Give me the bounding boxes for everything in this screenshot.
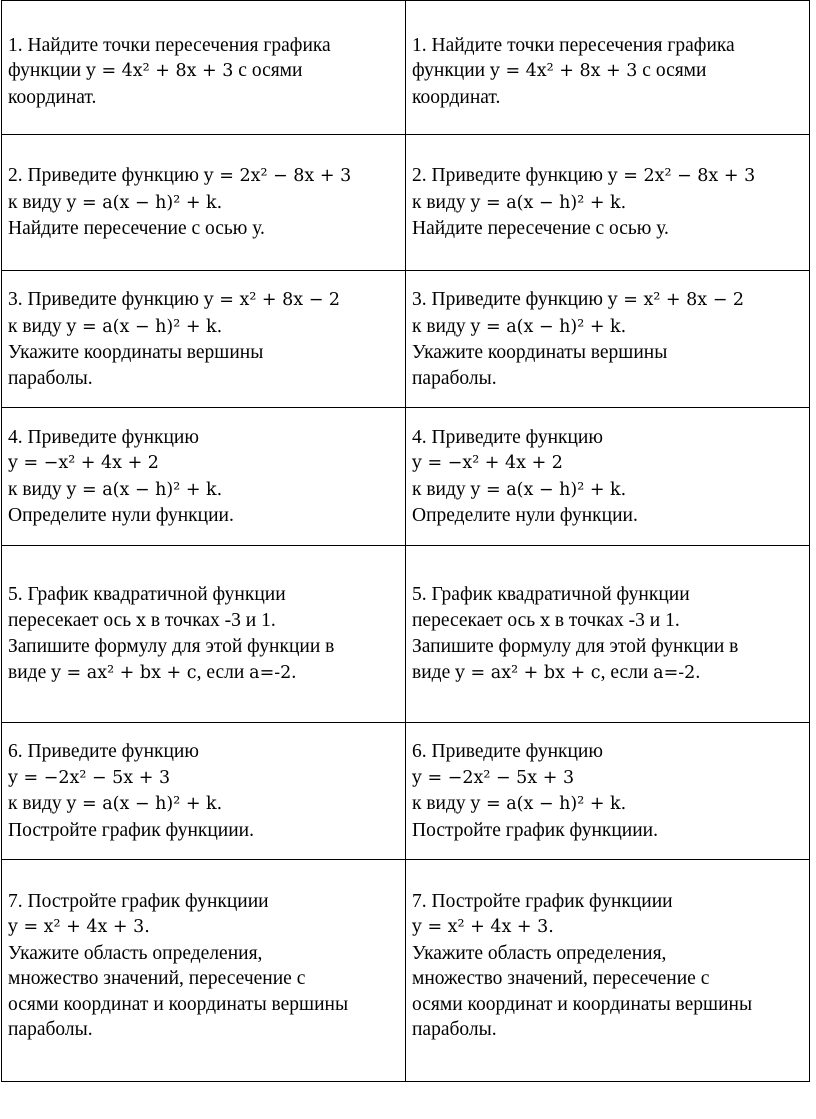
task-card-left: [2, 135, 406, 271]
task-line: [8, 941, 399, 967]
task-text: Постройте график функциии.: [8, 819, 254, 841]
task-line: [8, 582, 399, 608]
task-text: , если: [196, 661, 250, 683]
formula: y = x² + 8x − 2: [203, 290, 341, 310]
task-text: к виду: [8, 315, 67, 337]
task-text: Постройте график функциии.: [412, 819, 658, 841]
task-text: 7. Постройте график функциии: [8, 890, 269, 912]
task-text: пересекает ось: [8, 609, 137, 631]
task-line: [8, 889, 399, 915]
formula: y = x² + 4x + 3.: [8, 917, 150, 937]
task-line: [8, 818, 399, 844]
task-line: [8, 992, 399, 1018]
task-text: 3. Приведите функцию: [8, 289, 204, 310]
task-line: [412, 340, 803, 366]
task-text: параболы.: [8, 1019, 93, 1040]
task-card-right: [406, 271, 810, 408]
task-line: [8, 791, 399, 818]
formula: y = a(x − h)² + k.: [66, 479, 223, 500]
formula: y = −2x² − 5x + 3: [8, 767, 171, 788]
formula: y = a(x − h)² + k.: [470, 794, 627, 814]
formula: y = a(x − h)² + k.: [470, 316, 627, 337]
formula: x: [136, 610, 146, 631]
task-text: 3. Приведите функцию: [412, 289, 608, 310]
task-line: [8, 190, 399, 217]
formula: y = ax² + bx + c: [455, 662, 601, 683]
formula: y = x² + 4x + 3.: [412, 917, 554, 937]
formula: x: [540, 610, 550, 631]
task-card-left: [2, 408, 406, 546]
task-line: [8, 739, 399, 765]
task-line: [412, 660, 803, 687]
task-row: [2, 135, 810, 271]
task-line: [412, 314, 803, 341]
task-text: с осями: [233, 60, 303, 82]
task-line: [412, 608, 803, 635]
task-text: , если: [600, 661, 654, 683]
task-text: Запишите формулу для этой функции в: [412, 636, 739, 657]
formula: y = −2x² − 5x + 3: [412, 767, 575, 788]
formula: y = 4x² + 8x + 3: [86, 61, 234, 82]
formula: y = −x² + 4x + 2: [412, 453, 563, 473]
task-line: [8, 340, 399, 366]
task-line: [8, 1017, 399, 1043]
task-text: параболы.: [8, 367, 93, 389]
task-text: Найдите пересечение с осью у.: [412, 218, 669, 240]
task-text: параболы.: [412, 367, 497, 389]
task-line: [412, 163, 803, 190]
task-text: 1. Найдите точки пересечения графика: [8, 34, 331, 56]
formula: a=-2: [653, 662, 696, 683]
task-text: Определите нули функции.: [8, 505, 234, 526]
task-line: [8, 314, 399, 341]
task-text: Найдите пересечение с осью у.: [8, 218, 265, 240]
task-line: [412, 889, 803, 915]
task-text: виде: [8, 661, 52, 683]
task-row: [2, 723, 810, 860]
formula: y = 2x² − 8x + 3: [607, 166, 756, 187]
task-text: 6. Приведите функцию: [8, 741, 199, 762]
task-text: координат.: [8, 86, 97, 108]
task-text: 2. Приведите функцию: [8, 165, 204, 187]
task-text: осями координат и координаты вершины: [8, 993, 349, 1015]
task-line: [8, 58, 399, 85]
task-row: [2, 546, 810, 723]
task-card-left: [2, 723, 406, 860]
task-line: [412, 366, 803, 392]
task-text: к виду: [412, 478, 471, 500]
task-row: [2, 1, 810, 135]
task-text: 5. График квадратичной функции: [412, 584, 690, 605]
task-cards-body: [2, 1, 810, 1082]
formula: y = a(x − h)² + k.: [470, 479, 627, 500]
task-line: [8, 608, 399, 635]
task-text: Запишите формулу для этой функции в: [8, 636, 335, 657]
task-line: [8, 287, 399, 314]
task-card-right: [406, 135, 810, 271]
task-text: Укажите область определения,: [412, 942, 667, 964]
task-line: [412, 941, 803, 967]
formula: y = x² + 8x − 2: [607, 290, 745, 310]
task-line: [8, 765, 399, 792]
task-card-right: [406, 860, 810, 1082]
task-text: множество значений, пересечение с: [412, 968, 710, 989]
task-line: [8, 634, 399, 660]
task-text: к виду: [412, 191, 471, 213]
task-text: Укажите координаты вершины: [8, 342, 264, 363]
task-line: [8, 660, 399, 687]
task-text: в точках -3 и 1.: [549, 609, 680, 631]
task-line: [8, 450, 399, 477]
task-card-left: [2, 1, 406, 135]
task-text: 7. Постройте график функциии: [412, 890, 673, 912]
task-text: 1. Найдите точки пересечения графика: [412, 34, 735, 56]
task-card-right: [406, 1, 810, 135]
task-card-right: [406, 408, 810, 546]
task-line: [412, 791, 803, 818]
task-line: [8, 477, 399, 504]
task-line: [8, 966, 399, 992]
task-text: множество значений, пересечение с: [8, 968, 306, 989]
task-cards-table: [1, 0, 810, 1082]
task-card-right: [406, 546, 810, 723]
task-line: [412, 33, 803, 59]
task-line: [412, 739, 803, 765]
formula: y = a(x − h)² + k.: [66, 192, 223, 213]
task-text: Укажите координаты вершины: [412, 342, 668, 363]
task-line: [412, 582, 803, 608]
task-line: [412, 966, 803, 992]
task-line: [412, 1017, 803, 1043]
task-card-left: [2, 860, 406, 1082]
task-line: [8, 163, 399, 190]
task-line: [412, 477, 803, 504]
task-text: к виду: [412, 793, 471, 814]
task-card-right: [406, 723, 810, 860]
task-text: виде: [412, 661, 456, 683]
task-line: [412, 634, 803, 660]
task-text: .: [291, 661, 297, 683]
task-line: [412, 287, 803, 314]
formula: y = a(x − h)² + k.: [66, 316, 223, 337]
task-line: [412, 425, 803, 451]
task-line: [412, 450, 803, 477]
task-line: [412, 190, 803, 217]
task-text: функции: [412, 60, 490, 82]
task-text: 4. Приведите функцию: [412, 426, 603, 448]
formula: y = a(x − h)² + k.: [66, 794, 223, 814]
task-text: осями координат и координаты вершины: [412, 993, 753, 1015]
task-row: [2, 271, 810, 408]
task-line: [412, 818, 803, 844]
task-text: координат.: [412, 86, 501, 108]
task-line: [412, 914, 803, 941]
task-line: [8, 85, 399, 111]
task-text: с осями: [637, 60, 707, 82]
task-line: [412, 85, 803, 111]
task-line: [8, 33, 399, 59]
task-text: .: [695, 661, 701, 683]
task-line: [412, 216, 803, 242]
formula: y = −x² + 4x + 2: [8, 453, 159, 473]
task-text: параболы.: [412, 1019, 497, 1040]
task-card-left: [2, 271, 406, 408]
formula: y = a(x − h)² + k.: [470, 192, 627, 213]
task-text: пересекает ось: [412, 609, 541, 631]
task-line: [8, 216, 399, 242]
formula: y = 4x² + 8x + 3: [490, 61, 638, 82]
formula: y = 2x² − 8x + 3: [203, 166, 352, 187]
task-text: 6. Приведите функцию: [412, 741, 603, 762]
task-line: [412, 503, 803, 529]
task-line: [412, 765, 803, 792]
task-text: 2. Приведите функцию: [412, 165, 608, 187]
task-text: функции: [8, 60, 86, 82]
task-text: к виду: [412, 315, 471, 337]
task-line: [412, 58, 803, 85]
task-text: в точках -3 и 1.: [145, 609, 276, 631]
task-text: к виду: [8, 793, 67, 814]
task-text: к виду: [8, 191, 67, 213]
task-text: Укажите область определения,: [8, 942, 263, 964]
task-row: [2, 408, 810, 546]
task-text: 5. График квадратичной функции: [8, 584, 286, 605]
task-text: 4. Приведите функцию: [8, 426, 199, 448]
task-line: [8, 503, 399, 529]
task-card-left: [2, 546, 406, 723]
task-row: [2, 860, 810, 1082]
formula: a=-2: [249, 662, 292, 683]
task-line: [8, 366, 399, 392]
formula: y = ax² + bx + c: [51, 662, 197, 683]
task-line: [8, 914, 399, 941]
task-line: [412, 992, 803, 1018]
task-line: [8, 425, 399, 451]
task-text: к виду: [8, 478, 67, 500]
task-text: Определите нули функции.: [412, 505, 638, 526]
